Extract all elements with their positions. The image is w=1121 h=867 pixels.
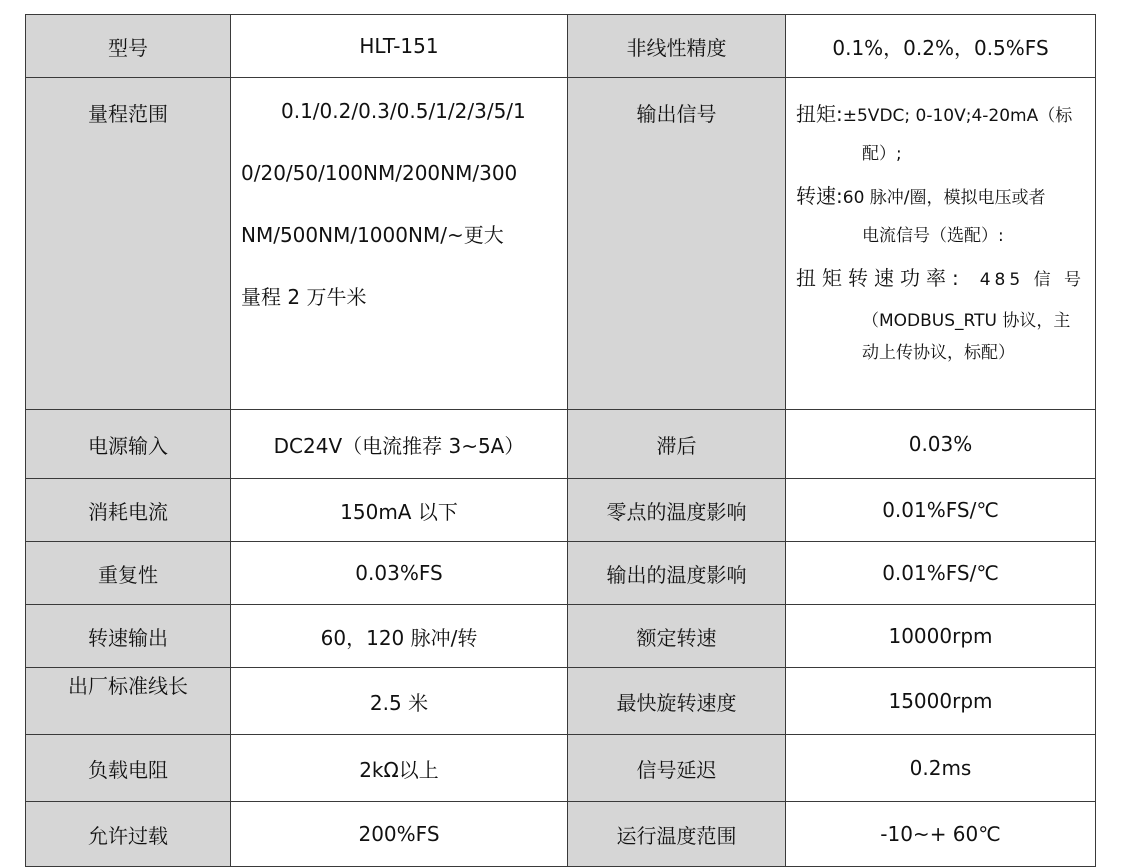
value-rated-speed: 10000rpm <box>786 605 1096 668</box>
table-row <box>26 668 1096 735</box>
value-nonlinearity: 0.1%，0.2%，0.5%FS <box>786 15 1096 78</box>
table-row <box>26 78 1096 410</box>
label-power-input: 电源输入 <box>26 410 231 479</box>
value-speed-output: 60，120 脉冲/转 <box>231 605 568 668</box>
value-power-input: DC24V（电流推荐 3~5A） <box>231 410 568 479</box>
spec-table <box>25 14 1096 867</box>
label-cable-length: 出厂标准线长 <box>26 668 231 735</box>
label-model: 型号 <box>26 15 231 78</box>
label-load-resistance: 负载电阻 <box>26 735 231 802</box>
table-row <box>26 15 1096 78</box>
value-load-resistance: 2kΩ以上 <box>231 735 568 802</box>
value-output-signal <box>786 78 1096 410</box>
output-speed-key: 转速: <box>796 184 843 208</box>
range-line-1: 0.1/0.2/0.3/0.5/1/2/3/5/1 <box>281 99 526 123</box>
label-hysteresis: 滞后 <box>568 410 786 479</box>
value-hysteresis: 0.03% <box>786 410 1096 479</box>
output-power-value: 485 信 号 <box>979 270 1085 290</box>
label-current-consumption: 消耗电流 <box>26 479 231 542</box>
label-output-temp-effect: 输出的温度影响 <box>568 542 786 605</box>
output-torque-line <box>796 96 1085 136</box>
value-zero-temp-effect: 0.01%FS/℃ <box>786 479 1096 542</box>
value-max-speed: 15000rpm <box>786 668 1096 735</box>
label-repeatability: 重复性 <box>26 542 231 605</box>
output-power-key: 扭矩转速功率: <box>796 266 965 290</box>
table-row <box>26 479 1096 542</box>
output-speed-value-cont: 电流信号（选配）: <box>862 226 1004 246</box>
value-model: HLT-151 <box>231 15 568 78</box>
output-power-value-cont-1: （MODBUS_RTU 协议，主 <box>862 311 1071 331</box>
output-torque-value: ±5VDC; 0-10V;4-20mA（标 <box>842 106 1073 126</box>
output-torque-value-cont: 配）; <box>862 144 902 164</box>
label-range: 量程范围 <box>26 78 231 410</box>
output-speed-value: 60 脉冲/圈，模拟电压或者 <box>842 188 1046 208</box>
output-power-line <box>796 260 1085 300</box>
value-current-consumption: 150mA 以下 <box>231 479 568 542</box>
table-row <box>26 410 1096 479</box>
value-operating-temp: -10~+ 60℃ <box>786 802 1096 867</box>
label-overload: 允许过载 <box>26 802 231 867</box>
label-speed-output: 转速输出 <box>26 605 231 668</box>
table-row <box>26 802 1096 867</box>
table-row <box>26 542 1096 605</box>
range-line-4: 量程 2 万牛米 <box>241 285 367 309</box>
label-output-signal: 输出信号 <box>568 78 786 410</box>
value-output-temp-effect: 0.01%FS/℃ <box>786 542 1096 605</box>
value-signal-delay: 0.2ms <box>786 735 1096 802</box>
range-line-2: 0/20/50/100NM/200NM/300 <box>241 161 518 185</box>
label-rated-speed: 额定转速 <box>568 605 786 668</box>
output-speed-line <box>796 178 1085 218</box>
value-range <box>231 78 568 410</box>
value-cable-length: 2.5 米 <box>231 668 568 735</box>
table-row <box>26 735 1096 802</box>
table-row <box>26 605 1096 668</box>
range-line-3: NM/500NM/1000NM/~更大 <box>241 223 504 247</box>
output-power-value-cont-2: 动上传协议，标配） <box>862 343 1015 363</box>
value-repeatability: 0.03%FS <box>231 542 568 605</box>
label-signal-delay: 信号延迟 <box>568 735 786 802</box>
label-max-speed: 最快旋转速度 <box>568 668 786 735</box>
value-overload: 200%FS <box>231 802 568 867</box>
output-torque-key: 扭矩: <box>796 102 843 126</box>
label-operating-temp: 运行温度范围 <box>568 802 786 867</box>
label-nonlinearity: 非线性精度 <box>568 15 786 78</box>
label-zero-temp-effect: 零点的温度影响 <box>568 479 786 542</box>
